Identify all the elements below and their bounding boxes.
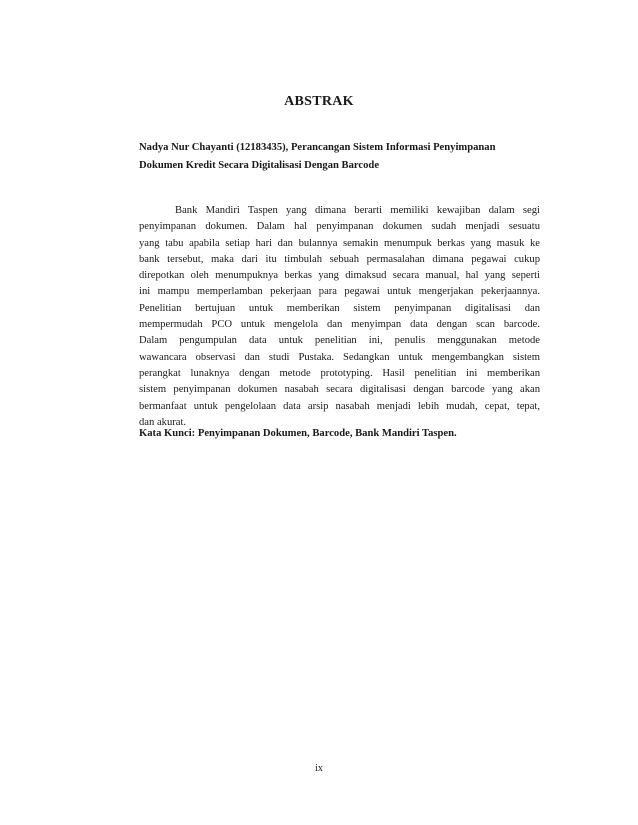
abstract-line: Penelitian bertujuan untuk memberikan sistem penyimpanan digitalisasi dan: [139, 302, 540, 314]
abstract-line: direpotkan oleh menumpuknya berkas yang dimaksud secara manual, hal yang seperti: [139, 270, 540, 282]
keywords: Kata Kunci: Penyimpanan Dokumen, Barcode, Bank Mandiri Taspen.: [139, 428, 457, 439]
abstract-line: sistem penyimpanan dokumen nasabah secara digitalisasi dengan barcode yang akan: [139, 384, 540, 396]
abstract-line: mempermudah PCO untuk mengelola dan menyimpan data dengan scan barcode.: [139, 319, 540, 331]
author-line: Nadya Nur Chayanti (12183435), Perancangan Sistem Informasi Penyimpanan: [139, 142, 496, 153]
abstract-line: Dalam pengumpulan data untuk penelitian ini, penulis menggunakan metode: [139, 335, 540, 347]
abstract-line: wawancara observasi dan studi Pustaka. Sedangkan untuk mengembangkan sistem: [139, 351, 540, 363]
abstract-line: penyimpanan dokumen. Dalam hal penyimpanan dokumen sudah menjadi sesuatu: [139, 221, 540, 233]
abstract-line: perangkat lunaknya dengan metode prototyping. Hasil penelitian ini memberikan: [139, 367, 540, 379]
page-title: ABSTRAK: [284, 94, 354, 109]
page-number: ix: [315, 763, 323, 774]
abstract-line: dan akurat.: [139, 416, 187, 428]
abstract-line: ini mampu memperlamban pekerjaan para pegawai untuk mengerjakan pekerjaannya.: [139, 286, 540, 298]
abstract-line: bermanfaat untuk pengelolaan data arsip nasabah menjadi lebih mudah, cepat, tepat,: [139, 400, 540, 412]
abstract-body: [139, 203, 540, 431]
author-line: Dokumen Kredit Secara Digitalisasi Dengan Barcode: [139, 160, 380, 171]
abstract-line: yang tabu apabila setiap hari dan bulannya semakin menumpuk berkas yang masuk ke: [139, 237, 540, 249]
abstract-line: Bank Mandiri Taspen yang dimana berarti memiliki kewajiban dalam segi: [175, 205, 540, 216]
abstract-line: bank tersebut, maka dari itu timbulah sebuah permasalahan dimana pegawai cukup: [139, 253, 540, 265]
author-and-thesis-title: [139, 139, 540, 175]
